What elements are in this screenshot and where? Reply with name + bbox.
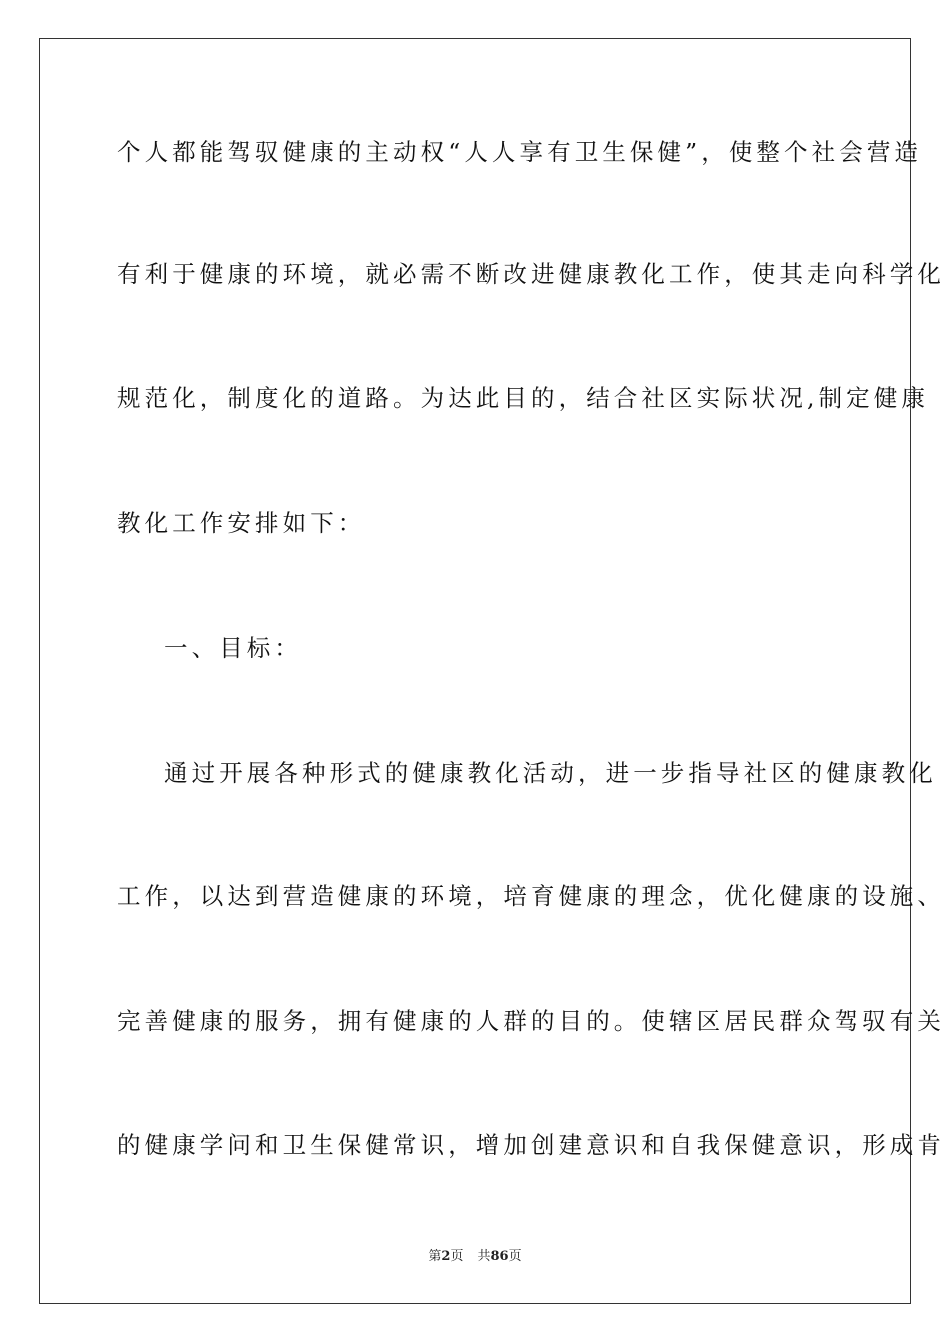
paragraph-line-7: 工作，以达到营造健康的环境，培育健康的理念，优化健康的设施、 bbox=[117, 882, 945, 910]
paragraph-line-3: 规范化，制度化的道路。为达此目的，结合社区实际状况,制定健康 bbox=[117, 384, 929, 412]
paragraph-line-8: 完善健康的服务，拥有健康的人群的目的。使辖区居民群众驾驭有关 bbox=[117, 1007, 945, 1035]
paragraph-line-9: 的健康学问和卫生保健常识，增加创建意识和自我保健意识，形成肯 bbox=[117, 1131, 945, 1159]
total-suffix: 页 bbox=[508, 1249, 522, 1264]
page-prefix: 第 bbox=[428, 1249, 442, 1264]
paragraph-line-6: 通过开展各种形式的健康教化活动，进一步指导社区的健康教化 bbox=[164, 759, 937, 787]
paragraph-line-2: 有利于健康的环境，就必需不断改进健康教化工作，使其走向科学化 bbox=[117, 260, 945, 288]
page-footer bbox=[0, 1248, 950, 1266]
section-heading: 一、目标： bbox=[164, 634, 302, 662]
paragraph-line-1: 个人都能驾驭健康的主动权“人人享有卫生保健”，使整个社会营造 bbox=[117, 138, 923, 166]
paragraph-line-4: 教化工作安排如下： bbox=[117, 509, 366, 537]
total-pages: 86 bbox=[490, 1249, 509, 1264]
page-suffix: 页 bbox=[450, 1249, 464, 1264]
total-prefix: 共 bbox=[477, 1249, 491, 1264]
page-frame bbox=[39, 38, 945, 1304]
page-number: 2 bbox=[441, 1249, 451, 1264]
